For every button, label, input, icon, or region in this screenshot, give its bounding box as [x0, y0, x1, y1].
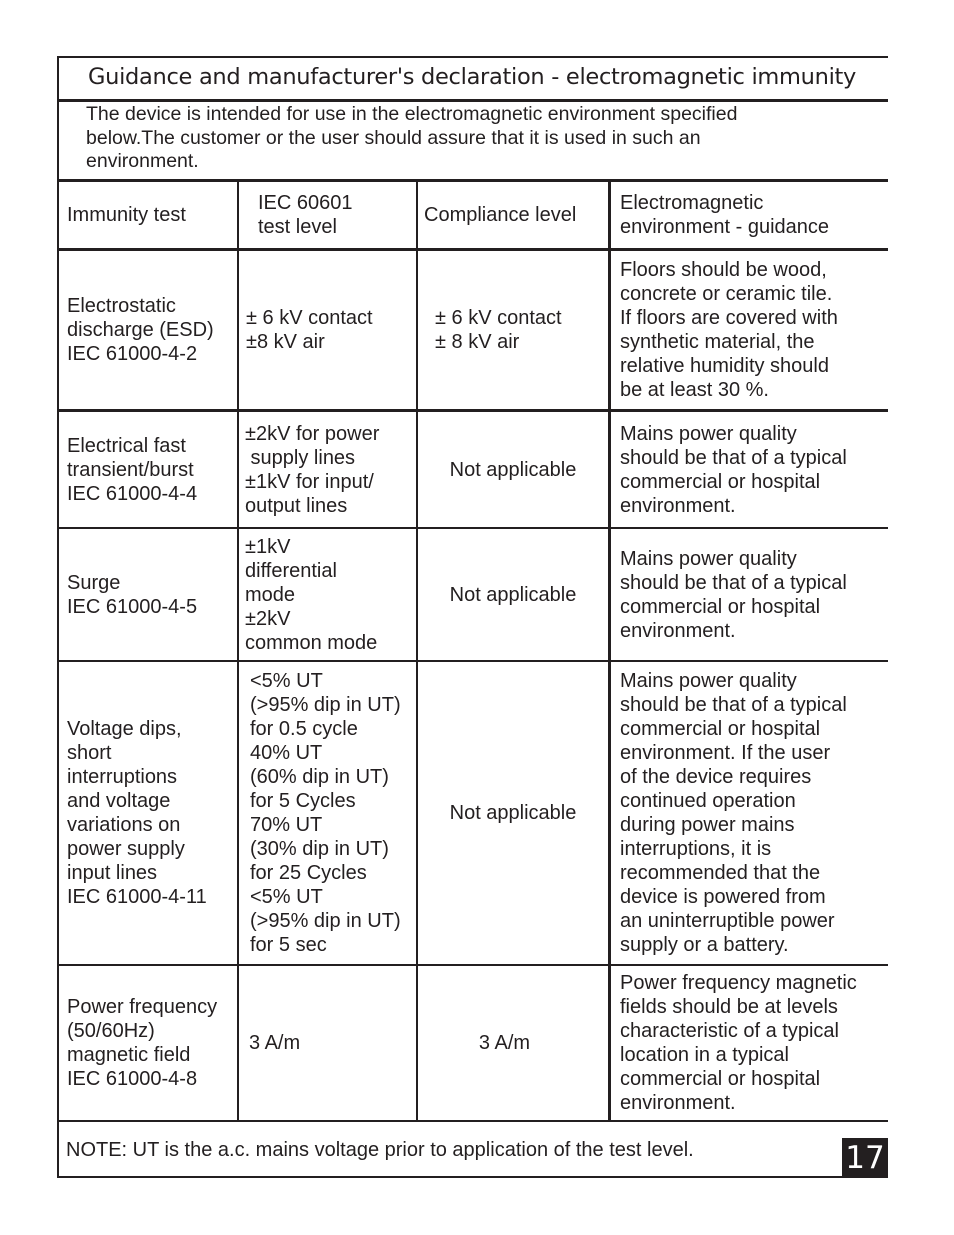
row-dips-guidance: Mains power quality should be that of a typical commercial or hospital environment. If the user of the device requires continued operation during power mains interruptions, it is recommended that the device is powered from an uninterruptible power supply or a battery. — [620, 670, 847, 956]
row-dips-test: Voltage dips, short interruptions and voltage variations on power supply input lines IEC 61000-4-11 — [67, 718, 207, 908]
row-magnetic-test: Power frequency (50/60Hz) magnetic field IEC 61000-4-8 — [67, 996, 218, 1090]
row-eft-test: Electrical fast transient/burst IEC 61000-4-4 — [67, 434, 198, 505]
row-esd-compliance: ± 6 kV contact ± 8 kV air — [435, 307, 562, 353]
header-guidance: Electromagnetic environment - guidance — [620, 192, 830, 238]
row-magnetic-level: 3 A/m — [249, 1032, 301, 1054]
row-magnetic-guidance: Power frequency magnetic fields should be at levels characteristic of a typical location in a typical commercial or hospital environment. — [620, 972, 857, 1114]
rule-row5 — [57, 1120, 888, 1122]
row-esd-test: Electrostatic discharge (ESD) IEC 61000-4-2 — [67, 295, 214, 365]
row-surge-compliance: Not applicable — [449, 583, 577, 606]
header-compliance-level: Compliance level — [424, 204, 577, 226]
row-dips-level: <5% UT (>95% dip in UT) for 0.5 cycle 40% UT (60% dip in UT) for 5 Cycles 70% UT (30% dip in UT) for 25 Cycles <5% UT (>95% dip in UT) for 5 sec — [250, 670, 401, 956]
rule-title — [57, 99, 888, 102]
row-surge-guidance: Mains power quality should be that of a typical commercial or hospital environment. — [620, 547, 847, 642]
row-esd-level: ± 6 kV contact ±8 kV air — [246, 307, 373, 353]
row-surge-level: ±1kV differential mode ±2kV common mode — [245, 535, 378, 654]
row-surge-test: Surge IEC 61000-4-5 — [67, 571, 198, 618]
rule-col3 — [608, 179, 611, 1122]
row-esd-guidance: Floors should be wood, concrete or ceramic tile. If floors are covered with synthetic material, the relative humidity should be at least 30 %. — [620, 259, 838, 401]
rule-left — [57, 56, 59, 1178]
row-eft-level: ±2kV for power supply lines ±1kV for input/ output lines — [245, 422, 380, 517]
row-eft-compliance: Not applicable — [449, 458, 577, 481]
immunity-table — [57, 56, 888, 1178]
row-dips-compliance: Not applicable — [449, 802, 577, 824]
intro-text: The device is intended for use in the electromagnetic environment specified below.The customer or the user should assure that it is used in such an environment. — [86, 103, 738, 172]
page-number: 17 — [842, 1138, 888, 1178]
row-magnetic-compliance: 3 A/m — [478, 1032, 531, 1054]
rule-col1 — [237, 179, 239, 1122]
row-eft-guidance: Mains power quality should be that of a typical commercial or hospital environment. — [620, 422, 847, 517]
header-immunity-test: Immunity test — [67, 204, 186, 226]
rule-top — [57, 56, 888, 58]
header-test-level: IEC 60601 test level — [258, 192, 353, 238]
rule-bottom — [57, 1176, 888, 1178]
table-note: NOTE: UT is the a.c. mains voltage prior to application of the test level. — [66, 1139, 694, 1161]
page-title: Guidance and manufacturer's declaration - electromagnetic immunity — [88, 64, 857, 90]
